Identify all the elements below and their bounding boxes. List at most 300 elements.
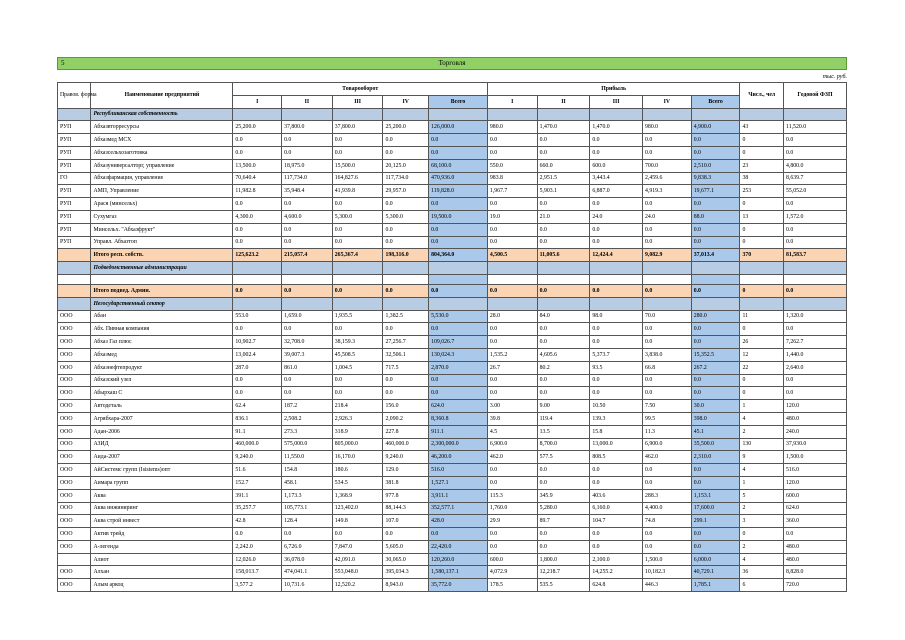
profit-q4: 0.0 [643,476,692,489]
staff-count: 0 [740,146,784,159]
table-body [58,108,847,591]
legal-form: РУП [58,198,91,211]
turnover-q1: 0.0 [233,387,282,400]
profit-total: 0.0 [691,146,740,159]
profit-q3: 1,470.0 [590,121,643,134]
staff-count: 6 [740,579,784,592]
section-empty-cell [784,108,847,121]
staff-count: 5 [740,489,784,502]
profit-q4: 0.0 [643,223,692,236]
turnover-q2: 0.0 [282,134,333,147]
profit-total: 0.0 [691,198,740,211]
profit-q4: 99.5 [643,412,692,425]
legal-form: ООО [58,310,91,323]
turnover-q2: 0.0 [282,323,333,336]
turnover-q4: 381.8 [383,476,429,489]
annual-payroll: 0.0 [784,236,847,249]
section-empty-cell [691,108,740,121]
company-name: Абх. Пивная компания [91,323,233,336]
turnover-q4: 32,506.1 [383,348,429,361]
profit-q2: 0.0 [537,223,590,236]
profit-q3: 0.0 [590,284,643,297]
company-name: Аимара групп [91,476,233,489]
company-name: Алиот [91,553,233,566]
table-row [58,310,847,323]
turnover-q3: 15,500.0 [332,159,383,172]
profit-q4: 0.0 [643,528,692,541]
annual-payroll: 0.0 [784,374,847,387]
turnover-total: 0.0 [429,387,488,400]
profit-q3: 0.0 [590,336,643,349]
profit-q1: 983.8 [487,172,537,185]
profit-q2: 0.0 [537,476,590,489]
profit-q2: 11,005.6 [537,249,590,262]
profit-q3: 624.8 [590,579,643,592]
table-row [58,223,847,236]
section-empty-cell [233,297,282,310]
section-empty-cell [233,262,282,275]
profit-total: 0.0 [691,336,740,349]
table-row [58,553,847,566]
profit-total: 17,600.0 [691,502,740,515]
annual-payroll: 1,440.0 [784,348,847,361]
turnover-q2: 39,007.3 [282,348,333,361]
profit-q1: 39.8 [487,412,537,425]
turnover-q1: 62.4 [233,400,282,413]
annual-payroll: 55,052.0 [784,185,847,198]
turnover-q4: 29,957.0 [383,185,429,198]
profit-q3: 0.0 [590,528,643,541]
staff-count: 13 [740,210,784,223]
profit-q1: 980.0 [487,121,537,134]
annual-payroll: 480.0 [784,540,847,553]
annual-payroll: 120.0 [784,400,847,413]
profit-q2: 1,800.0 [537,553,590,566]
turnover-total: 0.0 [429,323,488,336]
turnover-q4: 129.0 [383,464,429,477]
profit-q2: 119.4 [537,412,590,425]
turnover-q4: 0.0 [383,374,429,387]
col-p-q1: I [487,95,537,108]
turnover-q3: 12,520.2 [332,579,383,592]
staff-count: 26 [740,336,784,349]
profit-q2: 345.9 [537,489,590,502]
profit-total: 0.0 [691,464,740,477]
turnover-q3: 123,402.0 [332,502,383,515]
col-t-q1: I [233,95,282,108]
profit-q2: 577.5 [537,451,590,464]
profit-q1: 0.0 [487,236,537,249]
legal-form: ООО [58,451,91,464]
profit-q1: 6,900.0 [487,438,537,451]
staff-count: 4 [740,412,784,425]
turnover-q3: 0.0 [332,236,383,249]
header-row-1 [58,83,847,96]
turnover-q1: 51.6 [233,464,282,477]
section-empty-cell [537,297,590,310]
turnover-q1: 0.0 [233,134,282,147]
profit-q1: 1,967.7 [487,185,537,198]
turnover-q2: 0.0 [282,284,333,297]
profit-q4: 0.0 [643,134,692,147]
annual-payroll: 120.0 [784,476,847,489]
annual-payroll: 1,500.0 [784,451,847,464]
turnover-total: 2,300,000.0 [429,438,488,451]
section-empty-cell [740,297,784,310]
turnover-q1: 0.0 [233,198,282,211]
table-row [58,425,847,438]
profit-q3: 5,373.7 [590,348,643,361]
company-name: Абхазмед МСХ [91,134,233,147]
turnover-q3: 218.4 [332,400,383,413]
profit-q1: 4,500.5 [487,249,537,262]
section-empty-cell [383,108,429,121]
turnover-q2: 2,508.2 [282,412,333,425]
turnover-q1: 25,200.0 [233,121,282,134]
profit-q4: 2,459.6 [643,172,692,185]
table-row [58,489,847,502]
turnover-q2: 0.0 [282,223,333,236]
legal-form: РУП [58,236,91,249]
turnover-total: 804,364.0 [429,249,488,262]
turnover-q4: 0.0 [383,223,429,236]
turnover-q2: 861.0 [282,361,333,374]
turnover-q1: 460,000.0 [233,438,282,451]
legal-form: ООО [58,464,91,477]
annual-payroll: 8,639.7 [784,172,847,185]
blank-cell [58,274,91,284]
annual-payroll: 1,572.0 [784,210,847,223]
turnover-q4: 0.0 [383,387,429,400]
turnover-q2: 117,734.0 [282,172,333,185]
turnover-total: 22,420.0 [429,540,488,553]
profit-q2: 0.0 [537,528,590,541]
turnover-q2: 474,041.1 [282,566,333,579]
col-t-total: Всего [429,95,488,108]
profit-q1: 0.0 [487,323,537,336]
turnover-q4: 0.0 [383,146,429,159]
table-row [58,387,847,400]
profit-q3: 6,160.0 [590,502,643,515]
annual-payroll: 0.0 [784,284,847,297]
profit-q3: 15.8 [590,425,643,438]
turnover-q1: 0.0 [233,146,282,159]
company-name: Абхазуниверсалторг, управление [91,159,233,172]
annual-payroll: 0.0 [784,387,847,400]
table-row [58,361,847,374]
section-empty-cell [282,108,333,121]
profit-total: 9,838.3 [691,172,740,185]
company-name: АМП, Управление [91,185,233,198]
profit-q3: 600.0 [590,159,643,172]
profit-q4: 288.3 [643,489,692,502]
profit-total: 88.0 [691,210,740,223]
profit-q1: 0.0 [487,528,537,541]
profit-q2: 0.0 [537,336,590,349]
turnover-q4: 117,734.0 [383,172,429,185]
profit-q2: 12,218.7 [537,566,590,579]
section-empty-cell [429,297,488,310]
table-row [58,515,847,528]
blank-cell [691,274,740,284]
turnover-q3: 0.0 [332,374,383,387]
turnover-q4: 5,605.0 [383,540,429,553]
profit-q3: 0.0 [590,540,643,553]
turnover-q2: 273.3 [282,425,333,438]
profit-q1: 29.9 [487,515,537,528]
turnover-q1: 13,002.4 [233,348,282,361]
profit-total: 2,510.0 [691,159,740,172]
turnover-total: 0.0 [429,198,488,211]
turnover-total: 1,580,137.1 [429,566,488,579]
profit-q2: 0.0 [537,374,590,387]
staff-count: 4 [740,464,784,477]
profit-q1: 0.0 [487,134,537,147]
profit-q2: 21.0 [537,210,590,223]
profit-q2: 535.5 [537,579,590,592]
section-empty-cell [487,108,537,121]
profit-q3: 0.0 [590,374,643,387]
turnover-q2: 11,550.0 [282,451,333,464]
profit-total: 0.0 [691,134,740,147]
company-name: Адан-2006 [91,425,233,438]
turnover-total: 68,100.0 [429,159,488,172]
turnover-q4: 1,382.5 [383,310,429,323]
profit-total: 40,729.1 [691,566,740,579]
profit-q1: 0.0 [487,198,537,211]
legal-form: РУП [58,185,91,198]
col-staff: Числ., чел [740,83,784,109]
turnover-total: 120,260.0 [429,553,488,566]
profit-q2: 0.0 [537,464,590,477]
turnover-q2: 35,948.4 [282,185,333,198]
profit-q3: 808.5 [590,451,643,464]
section-title: Республиканская собственность [91,108,233,121]
staff-count: 9 [740,451,784,464]
company-name: Абхазсельхозаготовка [91,146,233,159]
col-p-q2: II [537,95,590,108]
profit-q2: 13.5 [537,425,590,438]
profit-q1: 4.5 [487,425,537,438]
profit-q1: 0.0 [487,146,537,159]
section-empty-cell [332,108,383,121]
staff-count: 253 [740,185,784,198]
turnover-q2: 6,726.0 [282,540,333,553]
profit-q2: 5,903.1 [537,185,590,198]
turnover-q3: 37,800.0 [332,121,383,134]
blank-cell [332,274,383,284]
turnover-total: 2,870.0 [429,361,488,374]
profit-q1: 178.5 [487,579,537,592]
turnover-total: 0.0 [429,374,488,387]
profit-q3: 3,443.4 [590,172,643,185]
profit-total: 35,500.0 [691,438,740,451]
turnover-q4: 27,256.7 [383,336,429,349]
turnover-total: 0.0 [429,134,488,147]
company-name: Агрябхара-2007 [91,412,233,425]
turnover-total: 352,577.1 [429,502,488,515]
profit-q1: 0.0 [487,374,537,387]
blank-cell [740,274,784,284]
turnover-total: 8,360.8 [429,412,488,425]
table-row [58,210,847,223]
turnover-total: 35,772.0 [429,579,488,592]
turnover-q2: 1,659.0 [282,310,333,323]
profit-q2: 0.0 [537,134,590,147]
turnover-q3: 7,847.0 [332,540,383,553]
annual-payroll: 480.0 [784,553,847,566]
company-name: АйСистемс групп (Isistems)опт [91,464,233,477]
profit-total: 0.0 [691,374,740,387]
turnover-q1: 287.0 [233,361,282,374]
turnover-q4: 0.0 [383,528,429,541]
table-row [58,336,847,349]
col-p-q3: III [590,95,643,108]
blank-cell [590,274,643,284]
profit-q3: 12,424.4 [590,249,643,262]
annual-payroll: 37,930.0 [784,438,847,451]
profit-total: 45.1 [691,425,740,438]
profit-q4: 10,182.3 [643,566,692,579]
staff-count: 0 [740,387,784,400]
staff-count: 22 [740,361,784,374]
turnover-q3: 1,004.5 [332,361,383,374]
turnover-q2: 187.2 [282,400,333,413]
profit-q3: 0.0 [590,236,643,249]
profit-q1: 462.0 [487,451,537,464]
turnover-q3: 1,935.5 [332,310,383,323]
turnover-q4: 30,065.0 [383,553,429,566]
profit-total: 0.0 [691,540,740,553]
profit-q1: 1,760.0 [487,502,537,515]
company-name: Арася (минсельх) [91,198,233,211]
section-empty-cell [740,108,784,121]
legal-form: РУП [58,146,91,159]
company-name: Автодеталь [91,400,233,413]
turnover-q4: 717.5 [383,361,429,374]
company-name: Абан [91,310,233,323]
section-empty-cell [487,262,537,275]
col-group-profit: Прибыль [487,83,740,96]
profit-q2: 8,700.0 [537,438,590,451]
turnover-q3: 0.0 [332,198,383,211]
turnover-q3: 0.0 [332,284,383,297]
legal-form [58,553,91,566]
turnover-q1: 0.0 [233,223,282,236]
turnover-total: 428.0 [429,515,488,528]
table-row [58,134,847,147]
legal-form: РУП [58,210,91,223]
section-form-cell [58,297,91,310]
turnover-q1: 42.8 [233,515,282,528]
turnover-q4: 156.0 [383,400,429,413]
profit-total: 0.0 [691,223,740,236]
turnover-q1: 12,026.0 [233,553,282,566]
section-empty-cell [691,262,740,275]
legal-form: ООО [58,540,91,553]
profit-q2: 80.2 [537,361,590,374]
turnover-q3: 16,170.0 [332,451,383,464]
profit-q2: 0.0 [537,540,590,553]
profit-q4: 446.3 [643,579,692,592]
profit-q1: 1,535.2 [487,348,537,361]
turnover-q2: 575,000.0 [282,438,333,451]
units-note: тыс. руб. [822,74,847,80]
profit-q1: 0.0 [487,540,537,553]
profit-total: 1,785.1 [691,579,740,592]
turnover-q1: 152.7 [233,476,282,489]
annual-payroll: 480.0 [784,412,847,425]
turnover-total: 911.1 [429,425,488,438]
profit-q3: 0.0 [590,198,643,211]
section-form-cell [58,262,91,275]
profit-q3: 24.0 [590,210,643,223]
turnover-q4: 227.8 [383,425,429,438]
turnover-q2: 128.4 [282,515,333,528]
turnover-q3: 164,827.6 [332,172,383,185]
trade-table [57,82,847,592]
profit-q3: 403.6 [590,489,643,502]
profit-q1: 0.0 [487,464,537,477]
col-t-q2: II [282,95,333,108]
company-name: Сухумгаз [91,210,233,223]
profit-q4: 0.0 [643,387,692,400]
turnover-q4: 20,125.0 [383,159,429,172]
turnover-q3: 149.8 [332,515,383,528]
profit-q3: 0.0 [590,146,643,159]
legal-form: ООО [58,323,91,336]
staff-count: 2 [740,540,784,553]
turnover-q1: 0.0 [233,236,282,249]
table-row [58,236,847,249]
section-row [58,108,847,121]
profit-total: 0.0 [691,236,740,249]
section-empty-cell [537,108,590,121]
company-name: Минсельх. "Абхазфрукт" [91,223,233,236]
turnover-q3: 0.0 [332,528,383,541]
profit-q2: 9.00 [537,400,590,413]
section-empty-cell [332,297,383,310]
turnover-q3: 553,048.0 [332,566,383,579]
legal-form: ООО [58,374,91,387]
turnover-q1: 4,300.0 [233,210,282,223]
annual-payroll: 0.0 [784,134,847,147]
table-row [58,566,847,579]
profit-q1: 28.0 [487,310,537,323]
profit-total: 2,310.0 [691,451,740,464]
turnover-q3: 5,300.0 [332,210,383,223]
profit-q3: 14,255.2 [590,566,643,579]
profit-q2: 84.0 [537,310,590,323]
section-empty-cell [429,262,488,275]
turnover-q2: 10,731.6 [282,579,333,592]
turnover-q1: 125,623.2 [233,249,282,262]
profit-q4: 0.0 [643,540,692,553]
turnover-q3: 534.5 [332,476,383,489]
profit-q2: 1,470.0 [537,121,590,134]
profit-q4: 0.0 [643,198,692,211]
legal-form: РУП [58,121,91,134]
legal-form: ООО [58,387,91,400]
table-row [58,438,847,451]
col-p-total: Всего [691,95,740,108]
turnover-q4: 0.0 [383,284,429,297]
company-name: Абырхаш С [91,387,233,400]
turnover-total: 0.0 [429,528,488,541]
turnover-q2: 0.0 [282,198,333,211]
turnover-total: 109,026.7 [429,336,488,349]
turnover-q1: 158,013.7 [233,566,282,579]
